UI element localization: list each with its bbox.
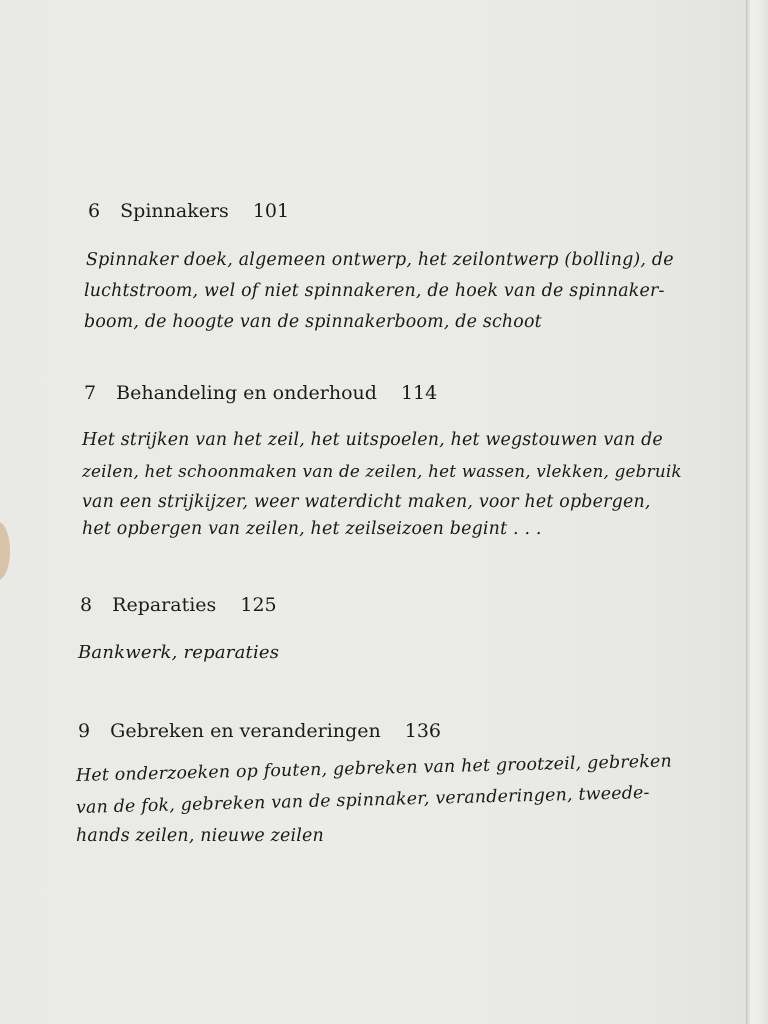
chapter-description-line: van een strijkijzer, weer waterdicht maken, voor het opbergen, — [82, 492, 651, 512]
chapter-number: 7 — [84, 382, 97, 404]
chapter-heading — [80, 594, 277, 616]
chapter-title: Spinnakers — [120, 200, 229, 222]
chapter-number: 9 — [78, 720, 91, 742]
chapter-heading — [84, 382, 437, 404]
chapter-description-line: van de fok, gebreken van de spinnaker, veranderingen, tweede- — [75, 782, 650, 818]
chapter-page-number: 114 — [400, 382, 438, 404]
page-stack-edge — [746, 0, 768, 1024]
chapter-number: 8 — [80, 594, 93, 616]
chapter-title: Behandeling en onderhoud — [116, 382, 377, 404]
chapter-description-line: boom, de hoogte van de spinnakerboom, de schoot — [84, 312, 542, 332]
chapter-description-line: Spinnaker doek, algemeen ontwerp, het zeilontwerp (bolling), de — [86, 250, 674, 270]
chapter-heading — [78, 720, 441, 742]
chapter-page-number: 125 — [240, 594, 277, 616]
chapter-description-line: luchtstroom, wel of niet spinnakeren, de hoek van de spinnaker- — [84, 281, 665, 301]
chapter-page-number: 101 — [252, 200, 290, 222]
chapter-heading — [88, 200, 289, 222]
chapter-description-line: hands zeilen, nieuwe zeilen — [76, 826, 324, 846]
chapter-title: Reparaties — [112, 594, 217, 616]
chapter-description-line: Het onderzoeken op fouten, gebreken van het grootzeil, gebreken — [75, 751, 673, 786]
chapter-number: 6 — [88, 200, 101, 222]
chapter-description-line: Bankwerk, reparaties — [78, 642, 280, 663]
chapter-page-number: 136 — [404, 720, 441, 742]
chapter-description-line: zeilen, het schoonmaken van de zeilen, het wassen, vlekken, gebruik — [82, 461, 682, 481]
chapter-description-line: Het strijken van het zeil, het uitspoelen, het wegstouwen van de — [82, 430, 663, 450]
chapter-description-line: het opbergen van zeilen, het zeilseizoen begint . . . — [82, 519, 542, 539]
chapter-title: Gebreken en veranderingen — [110, 720, 381, 742]
